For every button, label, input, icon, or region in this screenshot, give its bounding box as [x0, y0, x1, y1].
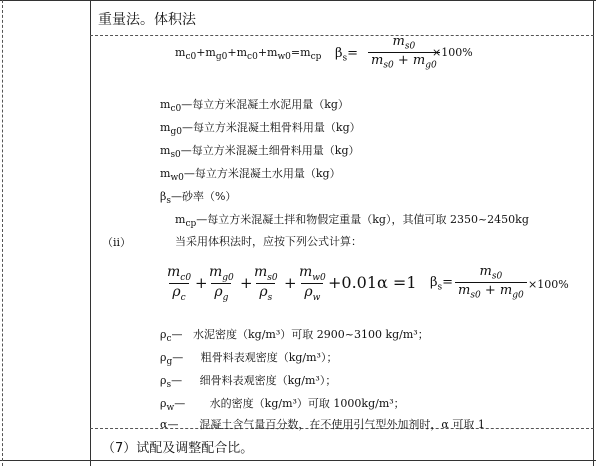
sand-ratio-label-2: $\beta_s=$ [430, 275, 454, 293]
left-dashed-border [2, 0, 3, 466]
sand-ratio-percent-2: ×100% [528, 278, 569, 291]
plus-sign: + [195, 274, 208, 292]
density-item: $\rho_g—$ 粗骨料表观密度（kg/m³）； [160, 351, 338, 368]
left-column-border [90, 0, 91, 466]
sand-ratio-label: $\beta_s=$ [335, 46, 359, 64]
sand-ratio-fraction-2: $\frac{m_{s0}}{m_{s0} + m_{g0}}$ [455, 264, 527, 300]
density-item: $\rho_w—$ 水的密度（kg/m³）可取 1000kg/m³； [160, 397, 405, 414]
header-divider [90, 35, 594, 36]
term-water: $\frac{m_{w0}}{\rho_w}$ [299, 264, 326, 303]
density-item: $\rho_c—$ 水泥密度（kg/m³）可取 2900~3100 kg/m³； [160, 328, 429, 345]
definition-item: $m_{cp}—$每立方米混凝土拌和物假定重量（kg），其值可取 2350~2450kg [175, 213, 529, 230]
density-item: α— 混凝土含气量百分数，在不使用引气型外加剂时，α 可取 1 [160, 418, 485, 431]
part-ii-label: （ii） [102, 236, 132, 249]
mass-sum-formula: $m_{c0}+m_{g0}+m_{c0}+m_{w0}=m_{cp}$ [175, 46, 322, 63]
part-ii-text: 当采用体积法时，应按下列公式计算： [175, 235, 362, 248]
definition-item: $m_{c0}—$每立方米混凝土水泥用量（kg） [160, 98, 349, 115]
plus-sign: + [240, 274, 253, 292]
definition-item: $m_{s0}—$每立方米混凝土细骨料用量（kg） [160, 144, 360, 161]
air-term: +0.01α =1 [328, 273, 417, 292]
section-title: 重量法。体积法 [98, 12, 196, 28]
definition-item: $\beta_s—$砂率（%） [160, 190, 237, 207]
density-item: $\rho_s—$ 细骨料表观密度（kg/m³）； [160, 374, 337, 391]
term-coarse: $\frac{m_{g0}}{\rho_g}$ [209, 264, 234, 303]
footer-step: （7）试配及调整配合比。 [102, 441, 254, 456]
term-cement: $\frac{m_{c0}}{\rho_c}$ [167, 264, 192, 303]
table-bottom-border [0, 460, 596, 461]
right-border [593, 0, 594, 466]
definition-item: $m_{g0}—$每立方米混凝土粗骨料用量（kg） [160, 121, 361, 138]
definition-item: $m_{w0}—$每立方米混凝土水用量（kg） [160, 167, 341, 184]
term-fine: $\frac{m_{s0}}{\rho_s}$ [254, 264, 278, 303]
sand-ratio-fraction: $\frac{m_{s0}}{m_{s0} + m_{g0}}$ [368, 34, 440, 70]
plus-sign: + [284, 274, 297, 292]
sand-ratio-percent: ×100% [432, 46, 473, 59]
